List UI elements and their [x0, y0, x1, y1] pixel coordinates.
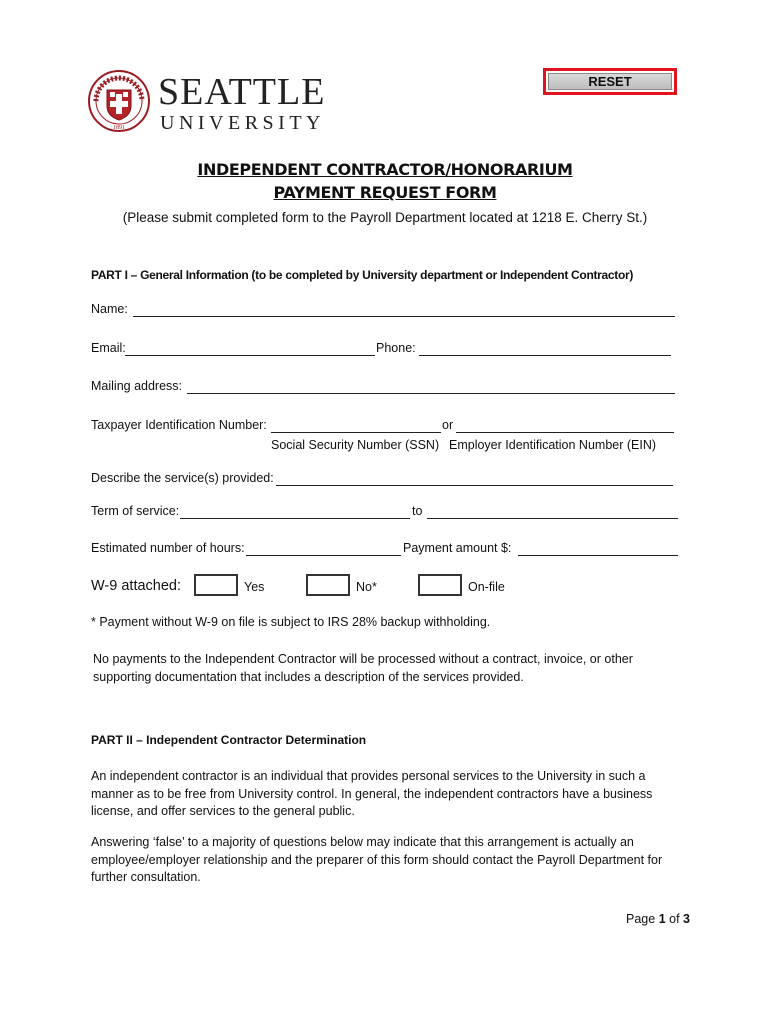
or-label: or	[442, 418, 454, 432]
logo-wordmark-seattle: SEATTLE	[158, 71, 326, 113]
email-label: Email:	[91, 341, 126, 355]
ssn-field[interactable]	[271, 432, 441, 433]
hours-label: Estimated number of hours:	[91, 541, 245, 555]
page-number	[626, 912, 690, 927]
term-start-field[interactable]	[180, 518, 410, 519]
part2-paragraph1: An independent contractor is an individual that provides personal services to the University in such a manner as to be free from University control. In general, the independent contractors have a business license, and offer services to the general public.	[91, 769, 653, 818]
w9-yes-checkbox[interactable]	[194, 574, 238, 596]
phone-field[interactable]	[419, 355, 671, 356]
w9-note: * Payment without W-9 on file is subject to IRS 28% backup withholding.	[91, 615, 491, 629]
w9-onfile-checkbox[interactable]	[418, 574, 462, 596]
form-title-line2: PAYMENT REQUEST FORM	[273, 183, 497, 202]
services-label: Describe the service(s) provided:	[91, 471, 274, 485]
mailing-address-field[interactable]	[187, 393, 675, 394]
name-label: Name:	[91, 302, 128, 316]
term-end-field[interactable]	[427, 518, 678, 519]
w9-no-label: No*	[356, 580, 377, 594]
reset-button-label: RESET	[548, 73, 672, 90]
mailing-address-label: Mailing address:	[91, 379, 183, 393]
term-label: Term of service:	[91, 504, 180, 518]
page-total: 3	[683, 912, 690, 926]
university-logo	[88, 70, 338, 136]
payment-label: Payment amount $:	[403, 541, 512, 555]
ein-caption: Employer Identification Number (EIN)	[449, 438, 657, 452]
w9-no-checkbox[interactable]	[306, 574, 350, 596]
seal-year: 1891	[113, 125, 125, 131]
page-current: 1	[658, 912, 666, 926]
university-seal-icon	[88, 70, 150, 132]
phone-label: Phone:	[376, 341, 416, 355]
hours-field[interactable]	[246, 555, 401, 556]
w9-label: W-9 attached:	[91, 578, 182, 594]
part2-heading: PART II – Independent Contractor Determination	[91, 733, 367, 747]
to-label: to	[412, 504, 423, 518]
payment-notice: No payments to the Independent Contractor will be processed without a contract, invoice, or other supporting documentation that includes a description of the services provided.	[93, 652, 633, 684]
email-field[interactable]	[125, 355, 375, 356]
ssn-caption: Social Security Number (SSN)	[271, 438, 440, 452]
payment-field[interactable]	[518, 555, 678, 556]
tin-label: Taxpayer Identification Number:	[91, 418, 267, 432]
name-field[interactable]	[133, 316, 675, 317]
logo-wordmark-university: UNIVERSITY	[160, 112, 325, 134]
part1-heading: PART I – General Information (to be completed by University department or Independent Contractor)	[91, 268, 634, 282]
part2-paragraph2: Answering ‘false’ to a majority of questions below may indicate that this arrangement is actually an employee/employer relationship and the preparer of this form should contact the Payroll Department for further consultation.	[91, 835, 663, 884]
w9-yes-label: Yes	[244, 580, 265, 594]
page-prefix: Page	[626, 912, 656, 926]
services-field[interactable]	[276, 485, 673, 486]
w9-onfile-label: On-file	[468, 580, 505, 594]
page-of: of	[669, 912, 680, 926]
form-title-line1: INDEPENDENT CONTRACTOR/HONORARIUM	[197, 160, 573, 179]
reset-button[interactable]	[543, 68, 677, 95]
ein-field[interactable]	[456, 432, 674, 433]
form-subtitle: (Please submit completed form to the Payroll Department located at 1218 E. Cherry St.)	[122, 210, 648, 225]
